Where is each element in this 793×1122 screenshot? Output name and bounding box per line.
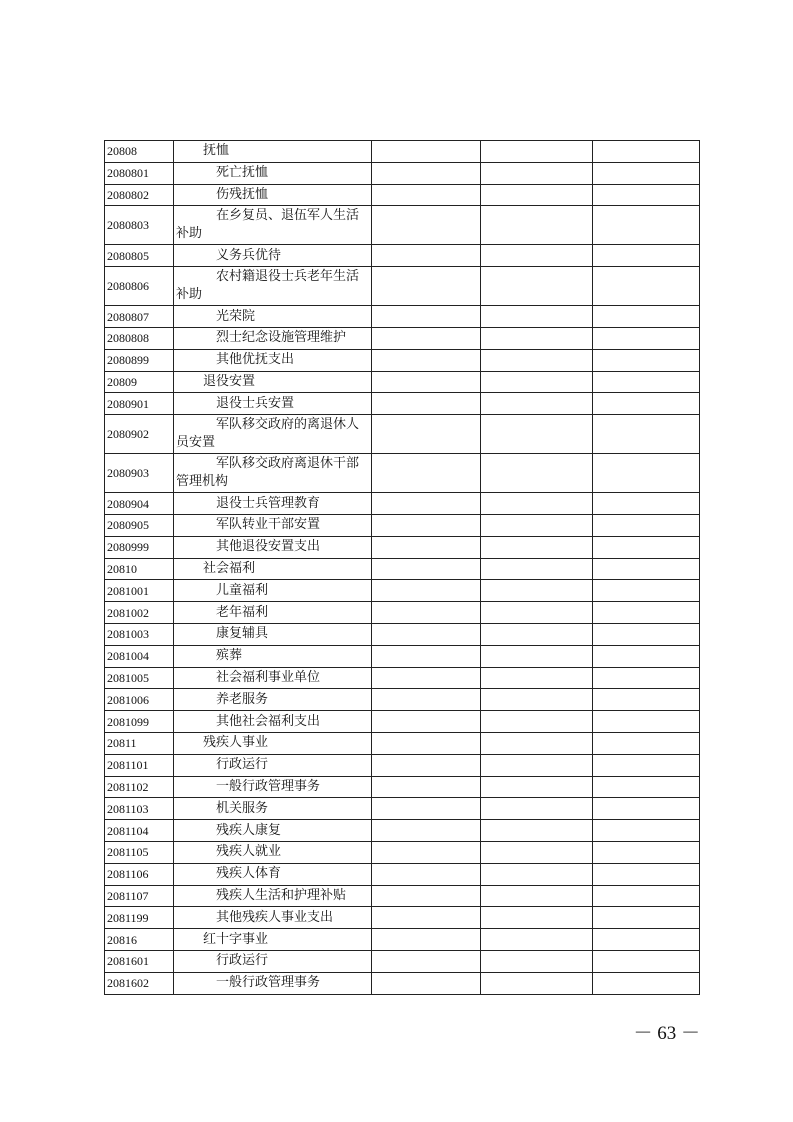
table-row <box>105 206 700 245</box>
amount-cell <box>481 732 593 754</box>
subject-code-cell: 2081006 <box>105 689 174 711</box>
subject-code-cell: 2081104 <box>105 820 174 842</box>
subject-code-cell: 20816 <box>105 929 174 951</box>
amount-cell <box>481 415 593 454</box>
subject-name-cell: 退役士兵安置 <box>174 393 372 415</box>
subject-code-cell: 2081002 <box>105 602 174 624</box>
subject-name-cell: 社会福利事业单位 <box>174 667 372 689</box>
amount-cell <box>372 493 481 515</box>
amount-cell <box>593 972 700 994</box>
table-row <box>105 885 700 907</box>
amount-cell <box>481 206 593 245</box>
amount-cell <box>372 885 481 907</box>
table-row <box>105 558 700 580</box>
amount-cell <box>593 184 700 206</box>
amount-cell <box>593 558 700 580</box>
table-row <box>105 415 700 454</box>
subject-name-cell: 退役安置 <box>174 371 372 393</box>
table-row <box>105 184 700 206</box>
subject-code-cell: 2081001 <box>105 580 174 602</box>
amount-cell <box>593 536 700 558</box>
page-number: － 63 － <box>633 1023 700 1044</box>
table-row <box>105 141 700 163</box>
subject-name-cell: 残疾人事业 <box>174 732 372 754</box>
subject-code-cell: 2080901 <box>105 393 174 415</box>
amount-cell <box>372 623 481 645</box>
table-row <box>105 580 700 602</box>
amount-cell <box>481 863 593 885</box>
subject-name-cell: 在乡复员、退伍军人生活补助 <box>174 206 372 245</box>
subject-name-cell: 一般行政管理事务 <box>174 972 372 994</box>
amount-cell <box>481 162 593 184</box>
subject-name-cell: 义务兵优待 <box>174 245 372 267</box>
amount-cell <box>372 558 481 580</box>
amount-cell <box>593 885 700 907</box>
table-row <box>105 645 700 667</box>
amount-cell <box>372 162 481 184</box>
subject-name-cell: 红十字事业 <box>174 929 372 951</box>
table-row <box>105 245 700 267</box>
table-row <box>105 776 700 798</box>
amount-cell <box>372 732 481 754</box>
amount-cell <box>481 306 593 328</box>
subject-code-cell: 2080801 <box>105 162 174 184</box>
subject-name-cell: 伤残抚恤 <box>174 184 372 206</box>
subject-name-cell: 抚恤 <box>174 141 372 163</box>
table-row <box>105 454 700 493</box>
amount-cell <box>372 798 481 820</box>
amount-cell <box>593 732 700 754</box>
subject-code-cell: 2080803 <box>105 206 174 245</box>
table-row <box>105 267 700 306</box>
table-row <box>105 907 700 929</box>
subject-name-cell: 军队移交政府的离退休人员安置 <box>174 415 372 454</box>
table-row <box>105 754 700 776</box>
subject-name-cell: 儿童福利 <box>174 580 372 602</box>
amount-cell <box>593 327 700 349</box>
subject-name-cell: 残疾人生活和护理补贴 <box>174 885 372 907</box>
amount-cell <box>481 514 593 536</box>
amount-cell <box>481 711 593 733</box>
amount-cell <box>593 754 700 776</box>
amount-cell <box>481 950 593 972</box>
subject-code-cell: 2081099 <box>105 711 174 733</box>
amount-cell <box>481 602 593 624</box>
amount-cell <box>593 863 700 885</box>
table-row <box>105 841 700 863</box>
subject-code-cell: 20810 <box>105 558 174 580</box>
amount-cell <box>372 667 481 689</box>
amount-cell <box>593 689 700 711</box>
amount-cell <box>481 393 593 415</box>
amount-cell <box>481 184 593 206</box>
subject-name-cell: 死亡抚恤 <box>174 162 372 184</box>
subject-code-cell: 20811 <box>105 732 174 754</box>
subject-name-cell: 老年福利 <box>174 602 372 624</box>
subject-name-cell: 军队移交政府离退休干部管理机构 <box>174 454 372 493</box>
subject-name-cell: 其他退役安置支出 <box>174 536 372 558</box>
table-row <box>105 667 700 689</box>
table-row <box>105 393 700 415</box>
amount-cell <box>481 885 593 907</box>
subject-code-cell: 2080904 <box>105 493 174 515</box>
amount-cell <box>481 267 593 306</box>
subject-code-cell: 2081601 <box>105 950 174 972</box>
amount-cell <box>481 798 593 820</box>
amount-cell <box>481 454 593 493</box>
budget-table <box>104 140 700 995</box>
subject-code-cell: 2080999 <box>105 536 174 558</box>
amount-cell <box>593 907 700 929</box>
amount-cell <box>481 929 593 951</box>
subject-code-cell: 2081602 <box>105 972 174 994</box>
amount-cell <box>372 929 481 951</box>
amount-cell <box>372 776 481 798</box>
amount-cell <box>372 371 481 393</box>
amount-cell <box>593 580 700 602</box>
amount-cell <box>481 623 593 645</box>
subject-code-cell: 20808 <box>105 141 174 163</box>
table-row <box>105 514 700 536</box>
table-row <box>105 798 700 820</box>
table-body <box>105 141 700 995</box>
amount-cell <box>372 863 481 885</box>
subject-name-cell: 光荣院 <box>174 306 372 328</box>
amount-cell <box>593 206 700 245</box>
subject-name-cell: 社会福利 <box>174 558 372 580</box>
subject-code-cell: 2081004 <box>105 645 174 667</box>
amount-cell <box>372 754 481 776</box>
subject-code-cell: 2081105 <box>105 841 174 863</box>
amount-cell <box>481 580 593 602</box>
amount-cell <box>593 514 700 536</box>
amount-cell <box>372 689 481 711</box>
amount-cell <box>372 245 481 267</box>
subject-code-cell: 2080808 <box>105 327 174 349</box>
amount-cell <box>593 929 700 951</box>
subject-name-cell: 其他优抚支出 <box>174 349 372 371</box>
amount-cell <box>481 689 593 711</box>
amount-cell <box>372 454 481 493</box>
amount-cell <box>593 415 700 454</box>
amount-cell <box>593 798 700 820</box>
amount-cell <box>372 820 481 842</box>
amount-cell <box>481 841 593 863</box>
table-row <box>105 732 700 754</box>
subject-code-cell: 2081101 <box>105 754 174 776</box>
subject-code-cell: 2080802 <box>105 184 174 206</box>
amount-cell <box>481 536 593 558</box>
subject-name-cell: 残疾人康复 <box>174 820 372 842</box>
amount-cell <box>593 267 700 306</box>
amount-cell <box>481 972 593 994</box>
amount-cell <box>372 349 481 371</box>
amount-cell <box>481 371 593 393</box>
subject-code-cell: 2080902 <box>105 415 174 454</box>
amount-cell <box>593 493 700 515</box>
amount-cell <box>593 667 700 689</box>
amount-cell <box>372 711 481 733</box>
amount-cell <box>593 841 700 863</box>
table-row <box>105 371 700 393</box>
table-row <box>105 689 700 711</box>
amount-cell <box>593 602 700 624</box>
amount-cell <box>593 141 700 163</box>
amount-cell <box>481 327 593 349</box>
subject-name-cell: 殡葬 <box>174 645 372 667</box>
amount-cell <box>372 580 481 602</box>
amount-cell <box>593 623 700 645</box>
table-row <box>105 306 700 328</box>
subject-code-cell: 2081103 <box>105 798 174 820</box>
subject-code-cell: 2080905 <box>105 514 174 536</box>
subject-code-cell: 2080805 <box>105 245 174 267</box>
table-row <box>105 950 700 972</box>
subject-code-cell: 2080807 <box>105 306 174 328</box>
amount-cell <box>372 907 481 929</box>
subject-code-cell: 2081106 <box>105 863 174 885</box>
table-row <box>105 623 700 645</box>
amount-cell <box>372 972 481 994</box>
subject-name-cell: 军队转业干部安置 <box>174 514 372 536</box>
table-row <box>105 536 700 558</box>
amount-cell <box>481 493 593 515</box>
table-row <box>105 929 700 951</box>
amount-cell <box>481 776 593 798</box>
amount-cell <box>593 162 700 184</box>
amount-cell <box>372 841 481 863</box>
table-row <box>105 711 700 733</box>
subject-code-cell: 2081102 <box>105 776 174 798</box>
amount-cell <box>372 184 481 206</box>
subject-code-cell: 2080903 <box>105 454 174 493</box>
table-row <box>105 162 700 184</box>
subject-code-cell: 2080899 <box>105 349 174 371</box>
amount-cell <box>481 245 593 267</box>
amount-cell <box>481 558 593 580</box>
table-row <box>105 602 700 624</box>
subject-code-cell: 2081005 <box>105 667 174 689</box>
table-row <box>105 820 700 842</box>
amount-cell <box>372 206 481 245</box>
amount-cell <box>593 454 700 493</box>
amount-cell <box>593 950 700 972</box>
subject-code-cell: 2081199 <box>105 907 174 929</box>
subject-name-cell: 其他残疾人事业支出 <box>174 907 372 929</box>
subject-name-cell: 其他社会福利支出 <box>174 711 372 733</box>
amount-cell <box>481 349 593 371</box>
amount-cell <box>372 645 481 667</box>
amount-cell <box>593 645 700 667</box>
amount-cell <box>593 306 700 328</box>
amount-cell <box>372 602 481 624</box>
amount-cell <box>372 393 481 415</box>
amount-cell <box>593 393 700 415</box>
table-row <box>105 493 700 515</box>
table-row <box>105 327 700 349</box>
amount-cell <box>481 820 593 842</box>
subject-name-cell: 残疾人体育 <box>174 863 372 885</box>
amount-cell <box>593 776 700 798</box>
amount-cell <box>372 415 481 454</box>
subject-name-cell: 康复辅具 <box>174 623 372 645</box>
amount-cell <box>481 645 593 667</box>
amount-cell <box>593 711 700 733</box>
subject-name-cell: 烈士纪念设施管理维护 <box>174 327 372 349</box>
amount-cell <box>593 349 700 371</box>
subject-code-cell: 2081107 <box>105 885 174 907</box>
subject-name-cell: 行政运行 <box>174 950 372 972</box>
table-row <box>105 972 700 994</box>
amount-cell <box>593 371 700 393</box>
amount-cell <box>372 267 481 306</box>
subject-code-cell: 20809 <box>105 371 174 393</box>
amount-cell <box>481 141 593 163</box>
subject-name-cell: 机关服务 <box>174 798 372 820</box>
subject-name-cell: 退役士兵管理教育 <box>174 493 372 515</box>
amount-cell <box>372 514 481 536</box>
amount-cell <box>372 950 481 972</box>
amount-cell <box>372 141 481 163</box>
amount-cell <box>593 245 700 267</box>
amount-cell <box>481 667 593 689</box>
subject-name-cell: 农村籍退役士兵老年生活补助 <box>174 267 372 306</box>
amount-cell <box>481 907 593 929</box>
amount-cell <box>372 306 481 328</box>
subject-code-cell: 2081003 <box>105 623 174 645</box>
amount-cell <box>372 327 481 349</box>
table-row <box>105 863 700 885</box>
amount-cell <box>372 536 481 558</box>
subject-code-cell: 2080806 <box>105 267 174 306</box>
subject-name-cell: 一般行政管理事务 <box>174 776 372 798</box>
subject-name-cell: 养老服务 <box>174 689 372 711</box>
subject-name-cell: 行政运行 <box>174 754 372 776</box>
amount-cell <box>593 820 700 842</box>
table-row <box>105 349 700 371</box>
subject-name-cell: 残疾人就业 <box>174 841 372 863</box>
amount-cell <box>481 754 593 776</box>
